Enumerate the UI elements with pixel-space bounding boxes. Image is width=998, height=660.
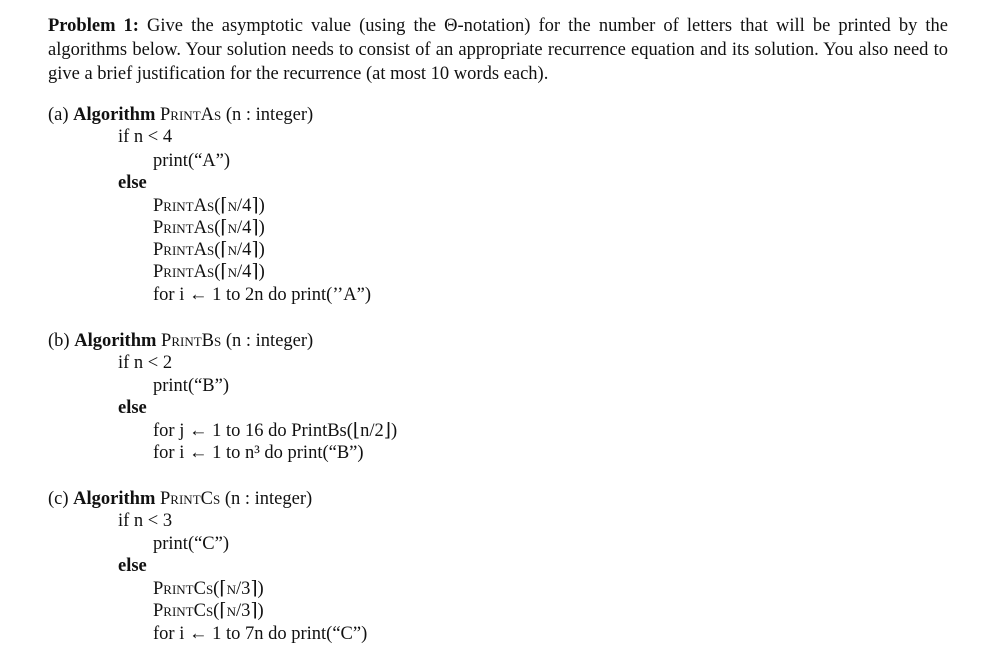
part-b-print-base: print(“B”) (153, 376, 230, 396)
part-c-else: else (118, 556, 147, 576)
problem-label: Problem 1: (48, 16, 139, 36)
part-c-call: PrintCs(⌈n/3⌉) (153, 579, 264, 599)
part-c-keyword: Algorithm (73, 489, 156, 509)
part-c-call: PrintCs(⌈n/3⌉) (153, 601, 264, 621)
part-a-marker: (a) (48, 105, 69, 125)
part-b-loop-print: for i ← 1 to n³ do print(“B”) (153, 443, 364, 463)
part-a-params: (n : integer) (225, 105, 314, 125)
problem-text: Give the asymptotic value (using the Θ-notation) for the number of letters that will be printed by the algorithms below. Your solution needs to consist of an appropriate recurrence equation and its solution. You also need to give a brief justification for the recurrence (at most 10 words each). (48, 16, 948, 84)
part-b-loop-recursive: for j ← 1 to 16 do PrintBs(⌊n/2⌋) (153, 421, 398, 441)
problem-statement (48, 14, 948, 86)
part-c-params: (n : integer) (224, 489, 313, 509)
part-a-header (48, 104, 313, 126)
part-b-params: (n : integer) (225, 331, 314, 351)
part-b-if: if n < 2 (118, 353, 173, 373)
part-c-print-base: print(“C”) (153, 534, 230, 554)
part-a-call: PrintAs(⌈n/4⌉) (153, 240, 265, 260)
part-a-keyword: Algorithm (73, 105, 156, 125)
part-a-call: PrintAs(⌈n/4⌉) (153, 196, 265, 216)
part-c-if: if n < 3 (118, 511, 173, 531)
part-a-print-base: print(“A”) (153, 151, 231, 171)
part-b-algorithm-name: PrintBs (161, 331, 222, 351)
part-c-header (48, 488, 312, 510)
part-a-call: PrintAs(⌈n/4⌉) (153, 218, 265, 238)
part-a-else: else (118, 173, 147, 193)
part-b-else: else (118, 398, 147, 418)
part-b-header (48, 330, 313, 352)
part-c-algorithm-name: PrintCs (160, 489, 221, 509)
part-a-if: if n < 4 (118, 127, 173, 147)
part-a-algorithm-name: PrintAs (160, 105, 222, 125)
part-a-call: PrintAs(⌈n/4⌉) (153, 262, 265, 282)
part-c-marker: (c) (48, 489, 69, 509)
part-a-loop: for i ← 1 to 2n do print(’’A”) (153, 285, 372, 305)
part-b-keyword: Algorithm (74, 331, 157, 351)
part-c-loop: for i ← 1 to 7n do print(“C”) (153, 624, 368, 644)
part-b-marker: (b) (48, 331, 70, 351)
